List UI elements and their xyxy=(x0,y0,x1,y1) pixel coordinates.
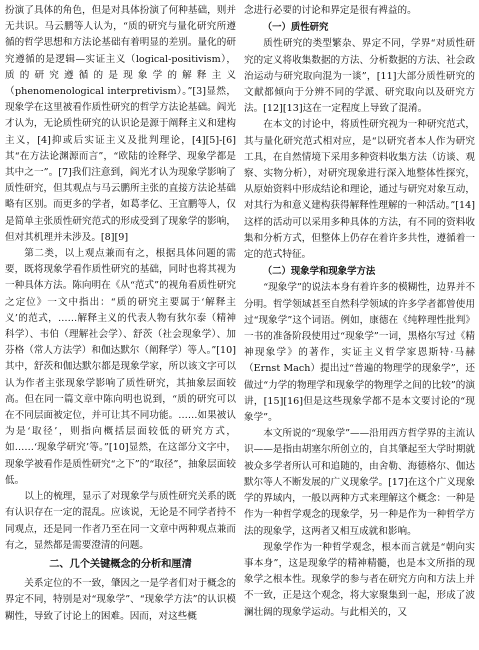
right-paragraph-2: 质性研究的类型繁杂、界定不同，学界“对质性研究的定义将收集数据的方法、分析数据的方法、社会政治运动与研究取向混为一谈”，[11]大部分质性研究的文献都倾向于分辨不同的学派、研究取向以及研究方法。[12][13]这在一定程度上导致了混淆。 xyxy=(244,38,475,115)
subheading-phenomenology: （二）现象学和现象学方法 xyxy=(262,266,376,278)
left-paragraph-3: 以上的梳理，显示了对现象学与质性研究关系的既有认识存在一定的混乱。应该说，无论是不同学者持不同观点，还是同一作者乃至在同一文章中两种观点兼而有之，显然都是需要澄清的问题。 xyxy=(5,491,236,551)
right-paragraph-1: 念进行必要的讨论和界定是很有裨益的。 xyxy=(244,5,417,16)
right-paragraph-5: 本文所说的“现象学”——沿用西方哲学界的主流认识——是指由胡塞尔所创立的，自其肇起至大学时期就被众多学者所认可和追随的，由舍勒、海德格尔、伽达默尔等人不断发展的广义现象学。[17]在这个广义现象学的界域内，一般以两种方式来理解这个概念：一种是作为一种哲学观念的现象学，另一种是作为一种哲学方法的现象学，这两者又相互成就和影响。 xyxy=(244,428,475,537)
subheading-qualitative-research: （一）质性研究 xyxy=(262,22,329,34)
right-paragraph-4: “现象学”的说法本身有着许多的模糊性，边界并不分明。哲学领域甚至自然科学领域的许多学者都曾使用过“现象学”这个词语。例如，康德在《纯粹理性批判》一书的准备阶段使用过“现象学”一词，黑格尔写过《精神现象学》的著作，实证主义哲学家恩斯特·马赫（Ernst Mach）提出过“普遍的物理学的现象学”，还做过“力学的物理学和现象学的物理学之间的比较”的演讲，[15][16]但是这些现象学都不是本文要讨论的“现象学”。 xyxy=(244,282,475,424)
left-column xyxy=(5,3,236,625)
right-paragraph-6: 现象学作为一种哲学观念，根本而言就是“朝向实事本身”，这是现象学的精神精髓，也是本文所指的现象学之根本性。现象学的参与者在研究方向和方法上并不一致，正是这个观念，将大家聚集到一起，形成了波澜壮阔的现象学运动。与此相关的，又 xyxy=(244,541,475,618)
left-paragraph-4: 关系定位的不一致，肇因之一是学者们对于概念的界定不同，特别是对“现象学”、“现象学方法”的认识模糊性，导致了讨论上的困难。因而，对这些概 xyxy=(5,578,236,622)
right-paragraph-3: 在本文的讨论中，将质性研究视为一种研究范式，其与量化研究范式相对应，是“以研究者本人作为研究工具，在自然情境下采用多种资料收集方法（访谈、观察、实物分析），对研究现象进行深入地整体性探究，从原始资料中形成结论和理论，通过与研究对象互动，对其行为和意义建构获得解释性理解的一种活动。”[14]这样的活动可以采用多种具体的方法，有不同的资料收集和分析方式，但整体上仍存在着许多共性，遵循着一定的范式特征。 xyxy=(244,119,475,261)
left-paragraph-2: 第二类，以上观点兼而有之，根据具体问题的需要，既将现象学看作质性研究的基础，同时也将其视为一种具体方法。陈向明在《从“范式”的视角看质性研究之定位》一文中指出：“质的研究主要属于‘解释主义’的范式，……解释主义的代表人物有狄尔泰（精神科学）、韦伯（理解社会学）、舒茨（社会现象学）、加芬格（常人方法学）和伽达默尔（阐释学）等人。”[10]其中，舒茨和伽达默尔都是现象学家，所以该文字可以认为作者主张现象学影响了质性研究，其抽象层面较高。但在同一篇文章中陈向明也说到，“质的研究可以在不同层面被定位，并可让其不同功能。……如果被认为是‘取径’，则指向概括层面较低的研究方式，如……‘现象学研究’等。”[10]显然，在这部分文字中，现象学被看作是质性研究“之下”的“取径”，抽象层面较低。 xyxy=(5,248,236,486)
section-title: 二、几个关键概念的分析和厘清 xyxy=(49,558,192,570)
left-paragraph-1: 扮演了具体的角色，但是对具体扮演了何种基础，则并无共识。马云鹏等人认为，“质的研究与量化研究所遵循的哲学思想和方法论基础有着明显的差别。量化的研究遵循的是逻辑—实证主义（logical-positivism），质的研究遵循的是现象学的解释主义（phenomenological interpretivism）。”[3]显然，现象学在这里被看作质性研究的哲学方法论基础。阎光才认为，无论质性研究的认识论是源于阐释主义和建构主义，[4]抑或后实证主义及批判理论，[4][5]-[6]其“在方法论渊源而言”，“欧陆的诠释学、现象学都是其中之一”。[7]我们注意到，阎光才认为现象学影响了质性研究，但其观点与马云鹏所主张的直接方法论基础略有区别。而更多的学者，如葛孝亿、王宜鹏等人，仅是简单主张质性研究范式的形成受到了现象学的影响，但对其机理并未涉及。[8][9] xyxy=(5,5,236,243)
right-column xyxy=(244,3,475,621)
